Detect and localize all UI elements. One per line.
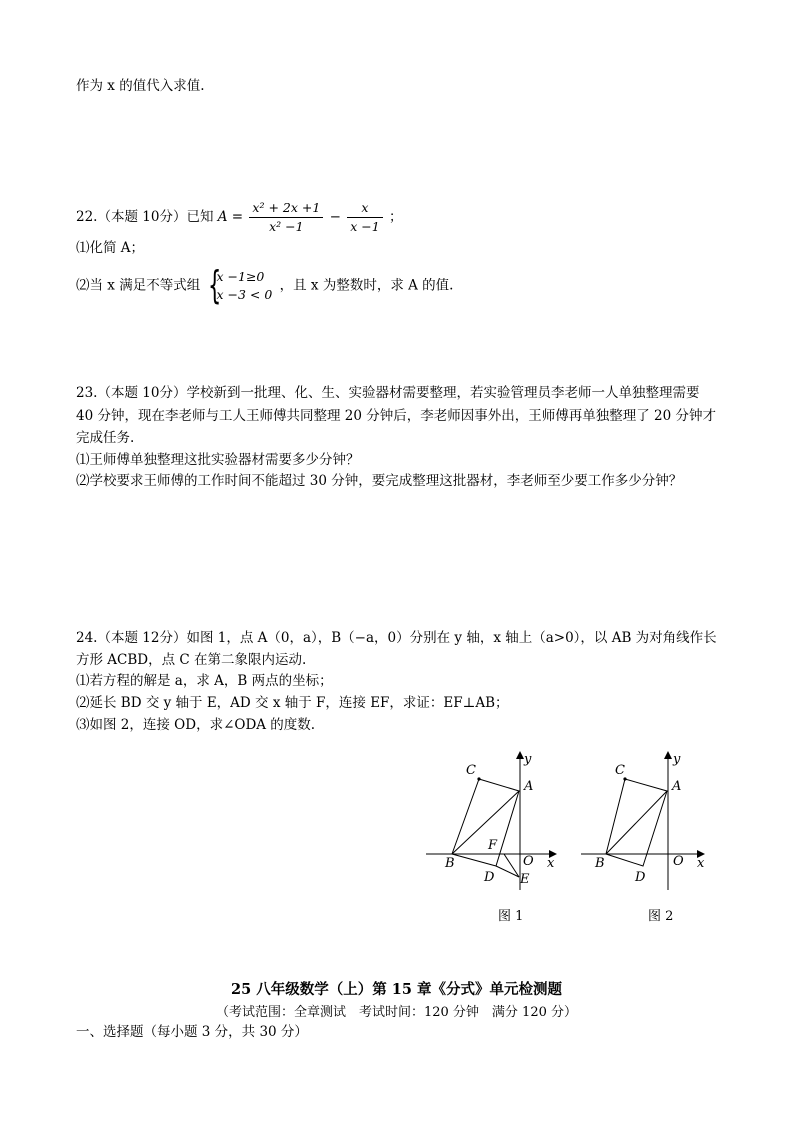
section-1-heading: 一、选择题（每小题 3 分，共 30 分） xyxy=(76,1024,308,1040)
fig1-label-d: D xyxy=(484,870,495,885)
q22-inequality-system xyxy=(207,263,273,307)
q24-part-2: ⑵延长 BD 交 y 轴于 E，AD 交 x 轴于 F，连接 EF，求证：EF⊥AB； xyxy=(76,695,509,711)
fig1-label-y: y xyxy=(524,752,532,767)
q22-statement xyxy=(76,200,402,235)
fig2-label-x: x xyxy=(697,856,705,871)
test-title: 25 八年级数学（上）第 15 章《分式》单元检测题 xyxy=(231,981,562,998)
figure-2-caption: 图 2 xyxy=(648,909,674,924)
fig1-label-e: E xyxy=(520,872,530,887)
q22-fraction-1 xyxy=(249,200,323,235)
q22-var-a: A xyxy=(217,209,228,225)
figure-1-diagram xyxy=(420,745,570,895)
fig2-label-b: B xyxy=(595,856,605,871)
q22-part-2 xyxy=(76,263,454,307)
fig2-label-y: y xyxy=(673,752,681,767)
q22-inequality-2: x −3 < 0 xyxy=(216,287,273,302)
fig2-label-c: C xyxy=(615,763,625,778)
figure-2-diagram xyxy=(575,745,725,895)
q21-tail: 作为 x 的值代入求值. xyxy=(76,78,205,94)
fig1-label-o: O xyxy=(523,854,534,869)
q24-line-1: 24.（本题 12分）如图 1，点 A（0，a），B（−a，0）分别在 y 轴，x 轴上（a>0），以 AB 为对角线作长 xyxy=(76,630,717,646)
fig1-label-c: C xyxy=(466,763,476,778)
q22-inequality-1: x −1≥0 xyxy=(216,269,265,284)
q22-fraction-2-denominator: x −1 xyxy=(350,219,380,234)
brace-icon: { xyxy=(207,263,221,307)
q22-equals: = xyxy=(227,209,248,225)
q24-part-1: ⑴若方程的解是 a，求 A，B 两点的坐标； xyxy=(76,673,333,689)
q23-line-2: 40 分钟，现在李老师与工人王师傅共同整理 20 分钟后，李老师因事外出，王师傅再单独整理了 20 分钟才 xyxy=(76,408,716,424)
fig2-label-d: D xyxy=(635,870,646,885)
fig2-diagonal-ab xyxy=(606,791,667,854)
fig1-label-b: B xyxy=(445,856,455,871)
q22-header: 22.（本题 10分）已知 xyxy=(76,209,214,225)
q22-part-2-prefix: ⑵当 x 满足不等式组 xyxy=(76,277,201,294)
figure-1-caption: 图 1 xyxy=(498,909,524,924)
q22-fraction-2 xyxy=(347,200,382,235)
q22-minus: − xyxy=(329,209,346,225)
test-subtitle: （考试范围：全章测试 考试时间：120 分钟 满分 120 分） xyxy=(215,1005,578,1020)
q23-line-1: 23.（本题 10分）学校新到一批理、化、生、实验器材需要整理，若实验管理员李老师一人单独整理需要 xyxy=(76,385,700,401)
q22-part-2-suffix: ，且 x 为整数时，求 A 的值. xyxy=(279,277,454,294)
fig1-point-c xyxy=(477,777,480,780)
fig1-label-x: x xyxy=(547,856,555,871)
q22-fraction-1-numerator: x² + 2x +1 xyxy=(249,200,323,218)
q23-part-2: ⑵学校要求王师傅的工作时间不能超过 30 分钟，要完成整理这批器材，李老师至少要工作多少分钟？ xyxy=(76,473,683,489)
q22-end-punct: ； xyxy=(388,209,403,225)
q23-part-1: ⑴王师傅单独整理这批实验器材需要多少分钟？ xyxy=(76,452,360,468)
fig2-label-o: O xyxy=(673,854,684,869)
q22-fraction-2-numerator: x xyxy=(347,200,382,218)
q24-line-2: 方形 ACBD，点 C 在第二象限内运动. xyxy=(76,652,307,668)
fig1-label-a: A xyxy=(524,779,534,794)
q22-part-1: ⑴化简 A； xyxy=(76,240,145,256)
q23-line-3: 完成任务. xyxy=(76,430,135,446)
fig2-label-a: A xyxy=(672,779,682,794)
q22-fraction-1-denominator: x² −1 xyxy=(269,219,304,234)
fig1-label-f: F xyxy=(488,838,498,853)
q24-part-3: ⑶如图 2，连接 OD，求∠ODA 的度数. xyxy=(76,717,316,733)
